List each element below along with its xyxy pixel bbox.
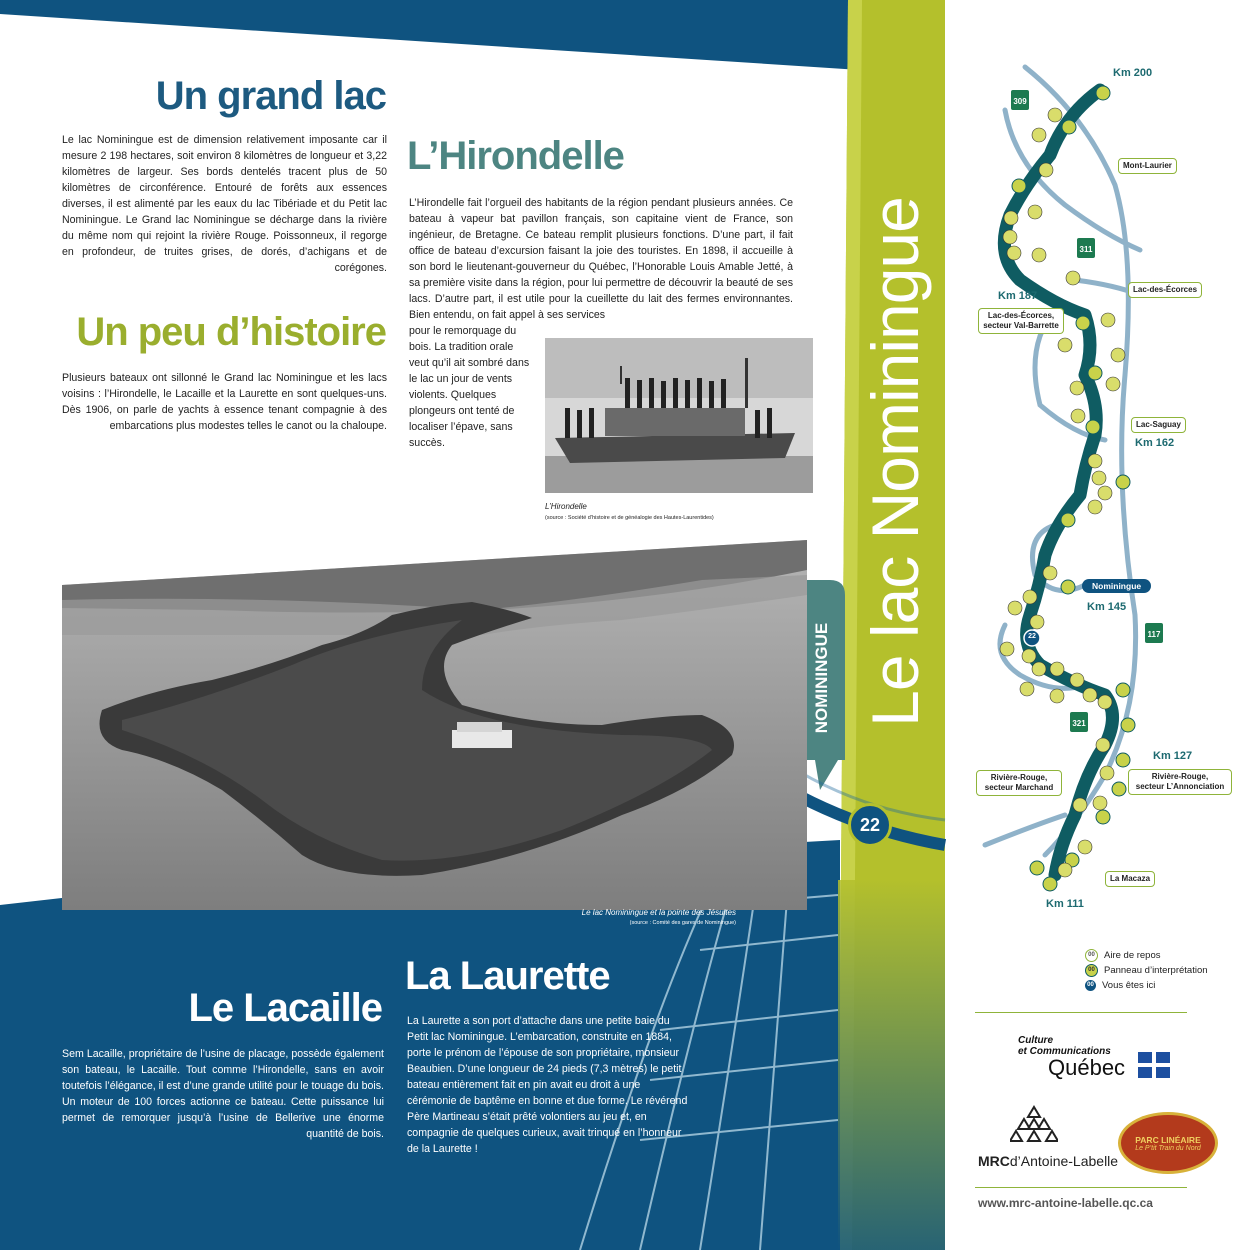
website-link[interactable]: www.mrc-antoine-labelle.qc.ca (978, 1196, 1153, 1210)
hirondelle-photo (545, 338, 813, 493)
trail-map (945, 55, 1250, 935)
legend-here (1085, 978, 1208, 993)
grand-lac-title: Un grand lac (155, 74, 386, 118)
laurette-body: La Laurette a son port d’attache dans une petite baie du Petit lac Nominingue. L’embarcation, construite en 1884, porte le prénom de l’épouse de son propriétaire, monsieur Beaubien. D’une longueur de 24 pieds (7,3 mètres) le petit bateau entièrement fait en pin avait eu droit à une cérémonie de baptême en bonne et due forme. Le révérend Père Martineau s’était prêté volontiers au jeu et, en compagnie de quelques curieux, avait trinqué en l’honneur de la Laurette ! (407, 1015, 688, 1155)
legend-panel-label: Panneau d’interprétation (1104, 965, 1208, 976)
legend-here-label: Vous êtes ici (1102, 980, 1156, 991)
place-mont-laurier: Mont-Laurier (1118, 158, 1177, 174)
rule-top (975, 1012, 1187, 1013)
hirondelle-photo-caption: L’Hirondelle (545, 502, 587, 511)
legend-rest-label: Aire de repos (1104, 950, 1161, 961)
hirondelle-body: L’Hirondelle fait l’orgueil des habitants de la région pendant plusieurs années. Ce bateau à vapeur bat pavillon français, son capitaine vient de France, son ingénieur, de Bretagne. Ce bateau remplit plusieurs fonctions. D’une part, il fait office de bateau d’excursion faisant la joie des touristes. En 1898, il accueille à son bord le lieutenant-gouverneur du Québec, l’Honorable Louis Amable Jetté, à sa première visite dans la région, pour lui permettre de découvrir la beauté de ses lacs. D’autre part, il est utile pour la cueillette du lait des fermes environnantes. Bien entendu, on fait appel à ses services (409, 197, 793, 321)
aerial-photo-caption: Le lac Nominingue et la pointe des Jésuites (581, 908, 736, 917)
parc-line2: Le P’tit Train du Nord (1135, 1144, 1201, 1152)
culture-line1: Culture (1018, 1035, 1053, 1046)
km-162-label: Km 162 (1135, 437, 1175, 449)
km-127-label: Km 127 (1153, 750, 1193, 762)
culture-quebec-logo (1018, 1035, 1125, 1079)
hirondelle-title: L’Hirondelle (407, 134, 624, 178)
route-117-label: 117 (1147, 630, 1161, 639)
place-marchand-line1: Rivière-Rouge, (990, 773, 1048, 782)
km-187-label: Km 187 (998, 290, 1038, 302)
mrc-rest: d’Antoine-Labelle (1009, 1153, 1119, 1169)
legend-rest-icon: 00 (1085, 949, 1098, 962)
place-val-barrette-line1: Lac-des-Écorces, (987, 311, 1055, 320)
route-309-label: 309 (1013, 97, 1027, 106)
map-legend (1085, 948, 1208, 993)
hirondelle-photo-source: (source : Société d’histoire et de généalogie des Hautes-Laurentides) (545, 515, 714, 521)
lacaille-body: Sem Lacaille, propriétaire de l’usine de placage, possède également son bateau, le Lacaille. Tout comme l’Hirondelle, sans en avoir toutefois l’élégance, il est d’une grande utilité pour le touage du bois. Un moteur de 100 forces actionne ce bateau. Cette puissance lui permet de remorquer jusqu’à l’usine de Bellerive une énorme quantité de bois. (62, 1048, 384, 1140)
aerial-photo (62, 540, 807, 910)
place-annonciation (1128, 769, 1232, 795)
legend-panel (1085, 963, 1208, 978)
mrc-logo-text (978, 1153, 1118, 1169)
legend-panel-icon: 00 (1085, 964, 1098, 977)
lacaille-title: Le Lacaille (188, 986, 382, 1030)
km-145-label: Km 145 (1087, 601, 1127, 613)
route-311-label: 311 (1079, 245, 1093, 254)
legend-rest (1085, 948, 1208, 963)
hirondelle-body-narrow: pour le remorquage du bois. La tradition orale veut qu’il ait sombré dans le lac un jour de vents violents. Quelques plongeurs ont tenté de localiser l’épave, sans succès. (409, 325, 530, 449)
station-number: 22 (859, 814, 881, 835)
place-la-macaza: La Macaza (1105, 871, 1155, 887)
place-marchand-line2: secteur Marchand (984, 783, 1054, 792)
quebec-flag-icon (1138, 1052, 1170, 1078)
place-val-barrette-line2: secteur Val-Barrette (983, 321, 1059, 330)
km-111-label: Km 111 (1046, 898, 1084, 910)
km-200-label: Km 200 (1113, 67, 1153, 79)
rule-bottom (975, 1187, 1187, 1188)
route-321-label: 321 (1072, 719, 1086, 728)
culture-line2: et Communications (1018, 1046, 1111, 1057)
place-nominingue: Nominingue (1082, 579, 1151, 593)
you-are-here-label: 22 (1028, 633, 1036, 640)
histoire-title: Un peu d’histoire (76, 310, 386, 354)
mrc-bold: MRC (978, 1153, 1010, 1169)
quebec-word: Québec (1048, 1055, 1126, 1080)
mrc-logo-icon (1010, 1105, 1058, 1145)
place-annonciation-line1: Rivière-Rouge, (1151, 772, 1209, 781)
place-annonciation-line2: secteur L’Annonciation (1135, 782, 1225, 791)
banner-tab-label: NOMININGUE (812, 622, 831, 734)
histoire-body: Plusieurs bateaux ont sillonné le Grand lac Nominingue et les lacs voisins : l’Hirondelle, le Lacaille et la Laurette en sont quelques-uns. Dès 1906, on parle de yachts à essence tenant compagnie à des embarcations plus modestes telles le canot ou la chaloupe. (62, 372, 387, 432)
place-val-barrette (978, 308, 1064, 334)
legend-here-icon: 00 (1085, 980, 1096, 991)
station-badge (848, 803, 892, 847)
grand-lac-body: Le lac Nominingue est de dimension relativement imposante car il mesure 2 198 hectares, soit environ 8 kilomètres de longueur et 3,22 kilomètres de largeur. Ses bords dentelés tracent plus de 50 kilomètres de circonférence. Entouré de forêts aux essences diverses, il est alimenté par les eaux du lac Tibériade et du Petit lac Nominingue. Le Grand lac Nominingue se décharge dans la rivière du même nom qui rejoint la rivière Rouge. Poissonneux, il regorge en profondeur, de truites grises, de dorés, d’achigans et de corégones. (62, 134, 387, 274)
place-lac-saguay: Lac-Saguay (1131, 417, 1186, 433)
parc-line1: PARC LINÉAIRE (1135, 1134, 1201, 1145)
place-lac-des-ecorces: Lac-des-Écorces (1128, 282, 1202, 298)
parc-lineaire-logo (1118, 1112, 1218, 1174)
laurette-title: La Laurette (405, 954, 610, 998)
banner-title: Le lac Nominingue (858, 197, 932, 727)
aerial-photo-source: (source : Comité des gares de Nominingue) (629, 920, 736, 926)
place-marchand (976, 770, 1062, 796)
